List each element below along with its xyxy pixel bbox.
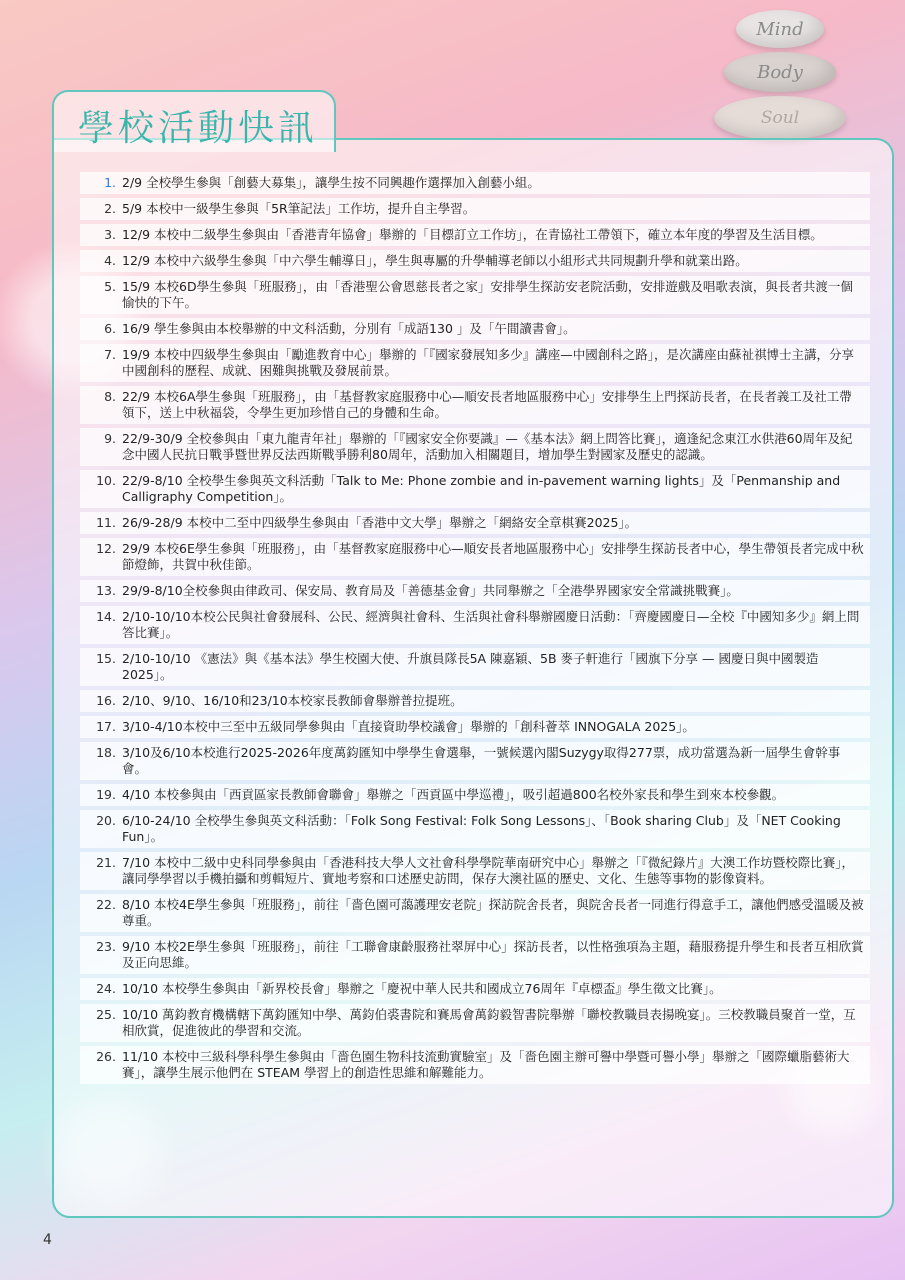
item-text: 8/10 本校4E學生參與「班服務」，前往「嗇色園可藹護理安老院」探訪院舍長者，與院舍長者一同進行得意手工，讓他們感受溫暖及被尊重。 bbox=[122, 897, 864, 928]
list-item bbox=[80, 894, 870, 932]
item-number: 23. bbox=[96, 939, 116, 954]
item-text: 7/10 本校中二級中史科同學參與由「香港科技大學人文社會科學學院華南研究中心」舉辦之「『微紀錄片』大澳工作坊暨校際比賽」，讓同學學習以手機拍攝和剪輯短片、實地考察和口述歷史訪問，保存大澳社區的歷史、文化、生態等事物的影像資料。 bbox=[122, 855, 855, 886]
item-text: 2/9 全校學生參與「創藝大募集」，讓學生按不同興趣作選擇加入創藝小組。 bbox=[122, 175, 540, 190]
item-text: 9/10 本校2E學生參與「班服務」，前往「工聯會康齡服務社翠屏中心」探訪長者，以性格強項為主題，藉服務提升學生和長者互相欣賞及正向思維。 bbox=[122, 939, 864, 970]
list-item bbox=[80, 810, 870, 848]
item-text: 3/10及6/10本校進行2025-2026年度萬鈞匯知中學學生會選舉，一號候選內閣Suzygy取得277票，成功當選為新一屆學生會幹事會。 bbox=[122, 745, 841, 776]
list-item bbox=[80, 936, 870, 974]
item-text: 2/10、9/10、16/10和23/10本校家長教師會舉辦普拉提班。 bbox=[122, 693, 463, 708]
item-number: 16. bbox=[96, 693, 116, 708]
item-number: 1. bbox=[104, 175, 116, 190]
item-number: 2. bbox=[104, 201, 116, 216]
page-title: 學校活動快訊 bbox=[78, 108, 319, 149]
list-item bbox=[80, 606, 870, 644]
item-number: 14. bbox=[96, 609, 116, 624]
item-number: 10. bbox=[96, 473, 116, 488]
stone-body: Body bbox=[724, 52, 836, 92]
item-number: 15. bbox=[96, 651, 116, 666]
activity-list bbox=[80, 172, 870, 1084]
list-item bbox=[80, 428, 870, 466]
item-number: 11. bbox=[96, 515, 116, 530]
item-number: 6. bbox=[104, 321, 116, 336]
item-text: 22/9 本校6A學生參與「班服務」，由「基督教家庭服務中心—順安長者地區服務中心」安排學生上門探訪長者，在長者義工及社工帶領下，送上中秋福袋，令學生更加珍惜自己的身體和生命。 bbox=[122, 389, 852, 420]
item-text: 19/9 本校中四級學生參與由「勵進教育中心」舉辦的「『國家發展知多少』講座—中國創科之路」，是次講座由蘇祉祺博士主講，分享中國創科的歷程、成就、困難與挑戰及發展前景。 bbox=[122, 347, 855, 378]
item-number: 17. bbox=[96, 719, 116, 734]
item-number: 18. bbox=[96, 745, 116, 760]
item-text: 26/9-28/9 本校中二至中四級學生參與由「香港中文大學」舉辦之「網絡安全章棋賽2025」。 bbox=[122, 515, 638, 530]
list-item bbox=[80, 690, 870, 712]
list-item bbox=[80, 978, 870, 1000]
list-item bbox=[80, 250, 870, 272]
item-text: 11/10 本校中三級科學科學生參與由「嗇色園生物科技流動實驗室」及「嗇色園主辦可譽中學暨可譽小學」舉辦之「國際蠟脂藝術大賽」，讓學生展示他們在 STEAM 學習上的創造性思維和解難能力。 bbox=[122, 1049, 850, 1080]
page-number: 4 bbox=[43, 1232, 52, 1248]
list-item bbox=[80, 224, 870, 246]
list-item bbox=[80, 580, 870, 602]
item-number: 20. bbox=[96, 813, 116, 828]
item-text: 22/9-30/9 全校參與由「東九龍青年社」舉辦的「『國家安全你要識』—《基本法》網上問答比賽」，適逢紀念東江水供港60周年及紀念中國人民抗日戰爭暨世界反法西斯戰爭勝利80周年，活動加入相關題目，增加學生對國家及歷史的認識。 bbox=[122, 431, 853, 462]
decorative-stones bbox=[705, 10, 855, 140]
item-text: 12/9 本校中二級學生參與由「香港青年協會」舉辦的「目標訂立工作坊」，在青協社工帶領下，確立本年度的學習及生活目標。 bbox=[122, 227, 823, 242]
list-item bbox=[80, 276, 870, 314]
item-text: 6/10-24/10 全校學生參與英文科活動：「Folk Song Festival: Folk Song Lessons」、「Book sharing Club」及「NET Cooking Fun」。 bbox=[122, 813, 841, 844]
item-text: 22/9-8/10 全校學生參與英文科活動「Talk to Me: Phone zombie and in-pavement warning lights」及「Penmanship and Calligraphy Competition」。 bbox=[122, 473, 841, 504]
item-number: 21. bbox=[96, 855, 116, 870]
list-item bbox=[80, 784, 870, 806]
list-item bbox=[80, 716, 870, 738]
list-item bbox=[80, 344, 870, 382]
list-item bbox=[80, 318, 870, 340]
stone-mind: Mind bbox=[736, 10, 824, 48]
item-text: 12/9 本校中六級學生參與「中六學生輔導日」，學生與專屬的升學輔導老師以小組形式共同規劃升學和就業出路。 bbox=[122, 253, 748, 268]
stone-soul: Soul bbox=[714, 96, 846, 140]
item-text: 29/9-8/10全校參與由律政司、保安局、教育局及「善德基金會」共同舉辦之「全港學界國家安全常識挑戰賽」。 bbox=[122, 583, 739, 598]
list-item bbox=[80, 172, 870, 194]
item-text: 29/9 本校6E學生參與「班服務」，由「基督教家庭服務中心—順安長者地區服務中心」安排學生探訪長者中心，學生帶領長者完成中秋節燈飾，共賀中秋佳節。 bbox=[122, 541, 864, 572]
item-number: 12. bbox=[96, 541, 116, 556]
list-item bbox=[80, 852, 870, 890]
item-number: 13. bbox=[96, 583, 116, 598]
item-number: 8. bbox=[104, 389, 116, 404]
item-number: 9. bbox=[104, 431, 116, 446]
item-number: 4. bbox=[104, 253, 116, 268]
item-text: 16/9 學生參與由本校舉辦的中文科活動，分別有「成語130 」及「午間讀書會」。 bbox=[122, 321, 576, 336]
list-item bbox=[80, 1046, 870, 1084]
list-item bbox=[80, 648, 870, 686]
item-number: 25. bbox=[96, 1007, 116, 1022]
list-item bbox=[80, 198, 870, 220]
item-text: 2/10-10/10本校公民與社會發展科、公民、經濟與社會科、生活與社會科舉辦國慶日活動：「齊慶國慶日—全校『中國知多少』網上問答比賽」。 bbox=[122, 609, 860, 640]
item-number: 24. bbox=[96, 981, 116, 996]
list-item bbox=[80, 386, 870, 424]
item-text: 10/10 萬鈞教育機構轄下萬鈞匯知中學、萬鈞伯裘書院和賽馬會萬鈞毅智書院舉辦「聯校教職員表揚晚宴」。三校教職員聚首一堂，互相欣賞，促進彼此的學習和交流。 bbox=[122, 1007, 856, 1038]
item-number: 7. bbox=[104, 347, 116, 362]
item-text: 3/10-4/10本校中三至中五級同學參與由「直接資助學校議會」舉辦的「創科薈萃 INNOGALA 2025」。 bbox=[122, 719, 695, 734]
item-number: 3. bbox=[104, 227, 116, 242]
item-text: 15/9 本校6D學生參與「班服務」，由「香港聖公會恩慈長者之家」安排學生探訪安老院活動，安排遊戲及唱歌表演，與長者共渡一個愉快的下午。 bbox=[122, 279, 853, 310]
list-item bbox=[80, 512, 870, 534]
list-item bbox=[80, 1004, 870, 1042]
item-number: 5. bbox=[104, 279, 116, 294]
item-number: 19. bbox=[96, 787, 116, 802]
list-item bbox=[80, 538, 870, 576]
item-text: 10/10 本校學生參與由「新界校長會」舉辦之「慶祝中華人民共和國成立76周年『卓標盃』學生徵文比賽」。 bbox=[122, 981, 722, 996]
item-text: 5/9 本校中一級學生參與「5R筆記法」工作坊，提升自主學習。 bbox=[122, 201, 476, 216]
item-number: 26. bbox=[96, 1049, 116, 1064]
item-text: 2/10-10/10 《憲法》與《基本法》學生校園大使、升旗員隊長5A 陳嘉穎、5B 麥子軒進行「國旗下分享 — 國慶日與中國製造2025」。 bbox=[122, 651, 819, 682]
item-text: 4/10 本校參與由「西貢區家長教師會聯會」舉辦之「西貢區中學巡禮」，吸引超過800名校外家長和學生到來本校參觀。 bbox=[122, 787, 785, 802]
item-number: 22. bbox=[96, 897, 116, 912]
list-item bbox=[80, 470, 870, 508]
list-item bbox=[80, 742, 870, 780]
